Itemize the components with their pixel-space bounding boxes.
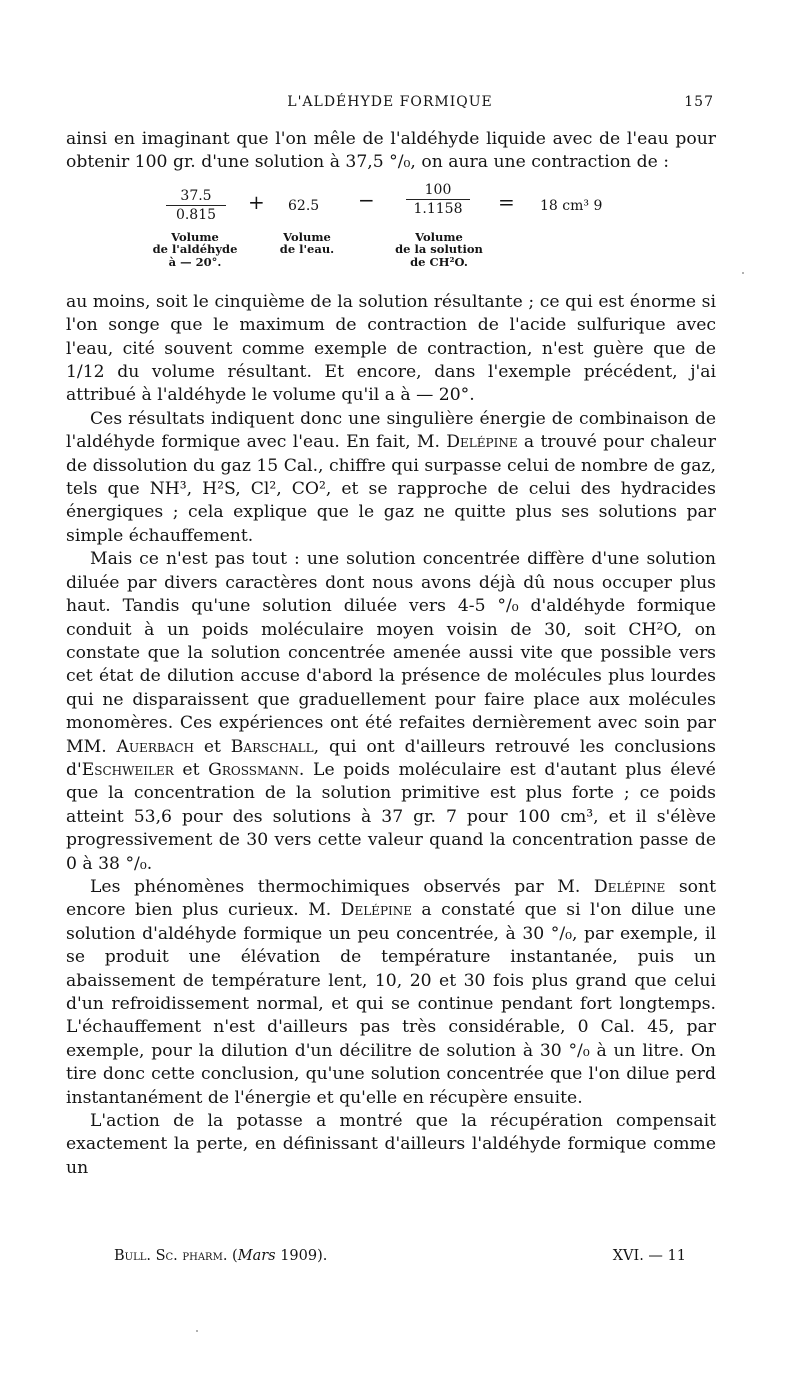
text-run: ( bbox=[227, 1248, 238, 1264]
label-volume-water bbox=[262, 231, 352, 256]
fraction-aldehyde bbox=[166, 187, 226, 224]
text-run: Ces résultats indiquent donc une singulière énergie de combinaison de l'aldéhyde formique avec l'eau. En fait, M. bbox=[66, 408, 716, 453]
author-name: Delépine bbox=[446, 432, 518, 453]
issue-month: Mars bbox=[237, 1248, 276, 1264]
label-volume-solution bbox=[384, 231, 494, 269]
author-name: Delépine bbox=[340, 900, 413, 921]
term-water: 62.5 bbox=[288, 197, 320, 214]
text-run: Les phénomènes thermochimiques observés par M. bbox=[90, 876, 594, 897]
text-run: 1909). bbox=[275, 1248, 328, 1264]
intro-line-1: ainsi en imaginant que l'on mêle de l'aldéhyde liquide avec de l'eau pour bbox=[66, 129, 716, 149]
equation-result: 18 cm³ 9 bbox=[540, 197, 603, 214]
text-run: et bbox=[193, 736, 231, 757]
fraction-denominator: 1.1158 bbox=[413, 200, 463, 217]
page-number: 157 bbox=[684, 94, 714, 110]
label-line: de CH²O. bbox=[410, 254, 468, 269]
intro-line-2: obtenir 100 gr. d'une solution à 37,5 °/₀, on aura une contraction de : bbox=[66, 152, 670, 173]
signature-mark: XVI. — 11 bbox=[612, 1248, 686, 1264]
fraction-solution bbox=[406, 181, 470, 218]
author-name: Grossmann bbox=[208, 759, 299, 780]
fraction-denominator: 0.815 bbox=[175, 206, 217, 223]
author-name: Delépine bbox=[593, 876, 666, 897]
text-run: a trouvé pour chaleur de dissolution du gaz 15 Cal., chiffre qui surpasse celui de nombre de gaz, tels que NH³, H²S, Cl², CO², et se rapproche de celui des hydracides énergiques ; cela explique que le gaz ne quitte plus ses solutions par simple échauffement. bbox=[66, 432, 716, 546]
paper-speck bbox=[742, 272, 744, 274]
plus-sign: + bbox=[248, 189, 265, 214]
paragraph-3 bbox=[66, 548, 716, 876]
header-title: L'ALDÉHYDE FORMIQUE bbox=[287, 94, 493, 110]
author-name: Eschweiler bbox=[81, 759, 174, 780]
page-body bbox=[66, 128, 716, 1180]
fraction-numerator: 37.5 bbox=[166, 187, 226, 206]
label-volume-aldehyde bbox=[140, 231, 250, 269]
paragraph-2 bbox=[66, 408, 716, 548]
journal-name: Bull. Sc. pharm. bbox=[114, 1248, 228, 1264]
text-run: . Le poids moléculaire est d'autant plus élevé que la concentration de la solution primitive est plus forte ; ce poids atteint 53,6 pour des solutions à 37 gr. 7 pour 100 cm³, et il s'élève progressivement de 30 vers cette valeur quand la concentration passe de 0 à 38 °/₀. bbox=[66, 759, 716, 874]
text-run: sont encore bien plus curieux. M. bbox=[66, 876, 716, 921]
label-line: Volume bbox=[171, 229, 219, 244]
minus-sign: − bbox=[358, 187, 375, 212]
text-run: et bbox=[173, 759, 209, 780]
running-header bbox=[66, 94, 714, 116]
paragraph-5: L'action de la potasse a montré que la récupération compensait exactement la perte, en définissant d'ailleurs l'aldéhyde formique comme un bbox=[66, 1111, 716, 1178]
author-name: Auerbach bbox=[116, 736, 194, 757]
label-line: à — 20°. bbox=[168, 254, 222, 269]
intro-paragraph bbox=[66, 128, 716, 175]
footer-citation bbox=[114, 1248, 327, 1264]
text-run: , qui ont d'ailleurs retrouvé les conclusions d' bbox=[66, 736, 716, 780]
text-run: Mais ce n'est pas tout : une solution concentrée diffère d'une solution diluée par divers caractères dont nous avons déjà dû nous occuper plus haut. Tandis qu'une solution diluée vers 4-5 °/₀ d'aldéhyde formique conduit à un poids moléculaire moyen voisin de 30, soit CH²O, on constate que la solution concentrée amenée aussi vite que possible vers cet état de dilution accuse d'abord la présence de molécules plus lourdes qui ne disparaissent que graduellement pour faire place aux molécules monomères. Ces expériences ont été refaites dernièrement avec soin par MM. bbox=[66, 549, 716, 757]
paragraph-4 bbox=[66, 876, 716, 1110]
paragraph-1: au moins, soit le cinquième de la solution résultante ; ce qui est énorme si l'on songe que le maximum de contraction de l'acide sulfurique avec l'eau, cité souvent comme exemple de contraction, n'est guère que de 1/12 du volume résultant. Et encore, dans l'exemple précédent, j'ai attribué à l'aldéhyde le volume qu'il a à — 20°. bbox=[66, 291, 716, 406]
contraction-equation bbox=[66, 181, 716, 285]
label-line: de la solution bbox=[395, 242, 483, 257]
text-run: a constaté que si l'on dilue une solution d'aldéhyde formique un peu concentrée, à 30 °/₀, par exemple, il se produit une élévation de température instantanée, puis un abaissement de température lent, 10, 20 et 30 fois plus grand que celui d'un refroidissement normal, et qui se continue pendant fort longtemps. L'échauffement n'est d'ailleurs pas très considérable, 0 Cal. 45, par exemple, pour la dilution d'un décilitre de solution à 30 °/₀ à un litre. On tire donc cette conclusion, qu'une solution concentrée que l'on dilue perd instantanément de l'énergie et qu'elle en récupère ensuite. bbox=[66, 900, 716, 1108]
author-name: Barschall bbox=[230, 736, 314, 757]
label-line: Volume bbox=[415, 229, 463, 244]
paper-speck bbox=[196, 1330, 198, 1332]
equals-sign: = bbox=[498, 189, 515, 214]
label-line: de l'eau. bbox=[279, 242, 335, 257]
fraction-numerator: 100 bbox=[406, 181, 470, 200]
page-footer bbox=[114, 1248, 714, 1270]
label-line: Volume bbox=[283, 229, 331, 244]
label-line: de l'aldéhyde bbox=[152, 242, 238, 257]
